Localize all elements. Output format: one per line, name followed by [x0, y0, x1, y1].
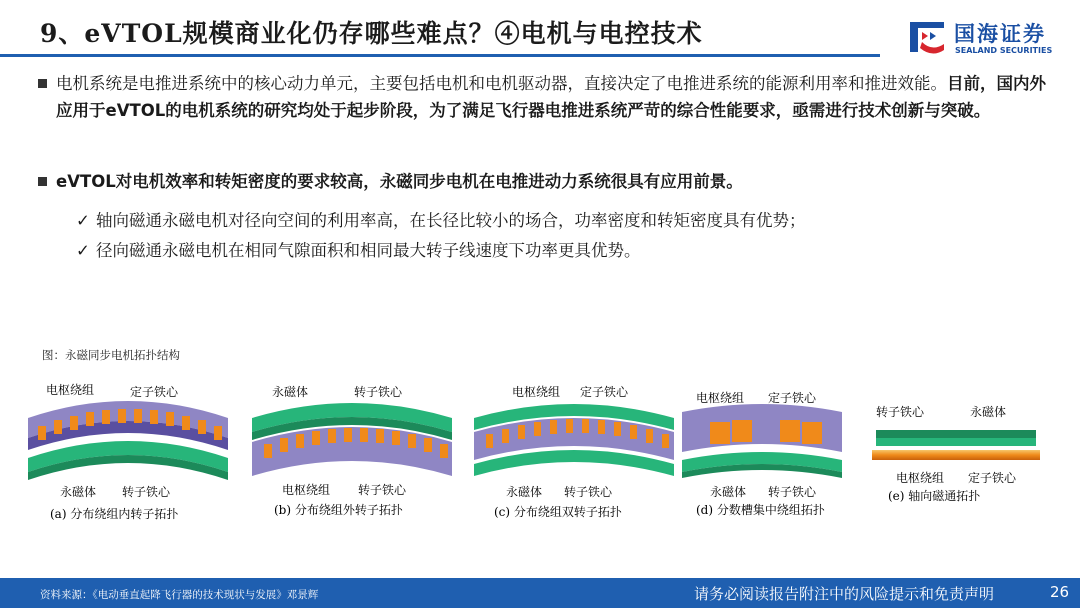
company-logo: [908, 16, 1068, 62]
label-bottom-right: 转子铁心: [122, 485, 171, 499]
sealand-logo-icon: [908, 18, 948, 56]
label-top-right: 定子铁心: [580, 385, 629, 399]
label-bottom-right: 转子铁心: [768, 485, 817, 499]
topology-panel-a: [28, 382, 228, 521]
motor-topology-figure: [20, 372, 1060, 532]
sub-bullet-item: [76, 207, 806, 231]
label-bottom-right: 定子铁心: [968, 471, 1017, 485]
bullet-text: 电机系统是电推进系统中的核心动力单元，主要包括电机和电机驱动器，直接决定了电推进系统的能源利用率和推进效能。: [56, 74, 947, 93]
panel-caption: (a) 分布绕组内转子拓扑: [50, 507, 179, 521]
bullet-bold-text: eVTOL对电机效率和转矩密度的要求较高，永磁同步电机在电推进动力系统很具有应用前景。: [56, 172, 743, 191]
footer-bar: [0, 578, 1080, 608]
label-top-right: 定子铁心: [768, 391, 817, 405]
sub-bullet-text: 轴向磁通永磁电机对径向空间的利用率高，在长径比较小的场合，功率密度和转矩密度具有优势；: [96, 211, 806, 230]
panel-caption: (d) 分数槽集中绕组拓扑: [696, 503, 825, 517]
footer-disclaimer: 请务必阅读报告附注中的风险提示和免责声明: [694, 585, 995, 603]
sub-bullet-item: [76, 237, 641, 261]
label-top-left: 电枢绕组: [512, 385, 561, 399]
label-top-left: 电枢绕组: [696, 391, 745, 405]
label-bottom-right: 转子铁心: [564, 485, 613, 499]
label-top-left: 永磁体: [272, 385, 309, 399]
bullet-item: [38, 168, 1048, 195]
label-top-right: 定子铁心: [130, 385, 179, 399]
label-bottom-left: 电枢绕组: [896, 471, 945, 485]
label-top-left: 电枢绕组: [46, 383, 95, 397]
footer-source: 资料来源：《电动垂直起降飞行器的技术现状与发展》邓景辉: [40, 589, 319, 601]
bullet-item: [38, 70, 1048, 124]
label-bottom-left: 电枢绕组: [282, 483, 331, 497]
checkmark-icon: ✓: [76, 241, 90, 260]
sub-bullet-text: 径向磁通永磁电机在相同气隙面积和相同最大转子线速度下功率更具优势。: [96, 241, 641, 260]
bullet-bold-text: 目前，国内外应用于eVTOL的电机系统的研究均处于起步阶段，为了满足飞行器电推进系统严苛的综合性能要求，亟需进行技术创新与突破。: [56, 74, 1046, 120]
panel-caption: (c) 分布绕组双转子拓扑: [494, 505, 622, 519]
label-top-right: 永磁体: [970, 405, 1007, 419]
page-number: 26: [1050, 583, 1070, 601]
label-top-right: 转子铁心: [354, 385, 403, 399]
label-top-left: 转子铁心: [876, 405, 925, 419]
panel-caption: (b) 分布绕组外转子拓扑: [274, 503, 403, 517]
square-bullet-icon: [38, 79, 47, 88]
logo-english-name: SEALAND SECURITIES: [955, 46, 1053, 55]
label-bottom-left: 永磁体: [710, 485, 747, 499]
square-bullet-icon: [38, 177, 47, 186]
page-title: 9、eVTOL规模商业化仍存哪些难点？④电机与电控技术: [40, 19, 703, 48]
topology-panel-e: [872, 404, 1040, 503]
checkmark-icon: ✓: [76, 211, 90, 230]
label-bottom-left: 永磁体: [60, 485, 97, 499]
label-bottom-right: 转子铁心: [358, 483, 407, 497]
logo-chinese-name: 国海证券: [954, 22, 1046, 46]
topology-panel-c: [474, 384, 674, 519]
figure-caption: 图：永磁同步电机拓扑结构: [42, 348, 180, 362]
topology-panel-b: [252, 384, 452, 517]
label-bottom-left: 永磁体: [506, 485, 543, 499]
panel-caption: (e) 轴向磁通拓扑: [888, 489, 981, 503]
title-underline: [0, 54, 880, 57]
topology-panel-d: [682, 390, 842, 517]
